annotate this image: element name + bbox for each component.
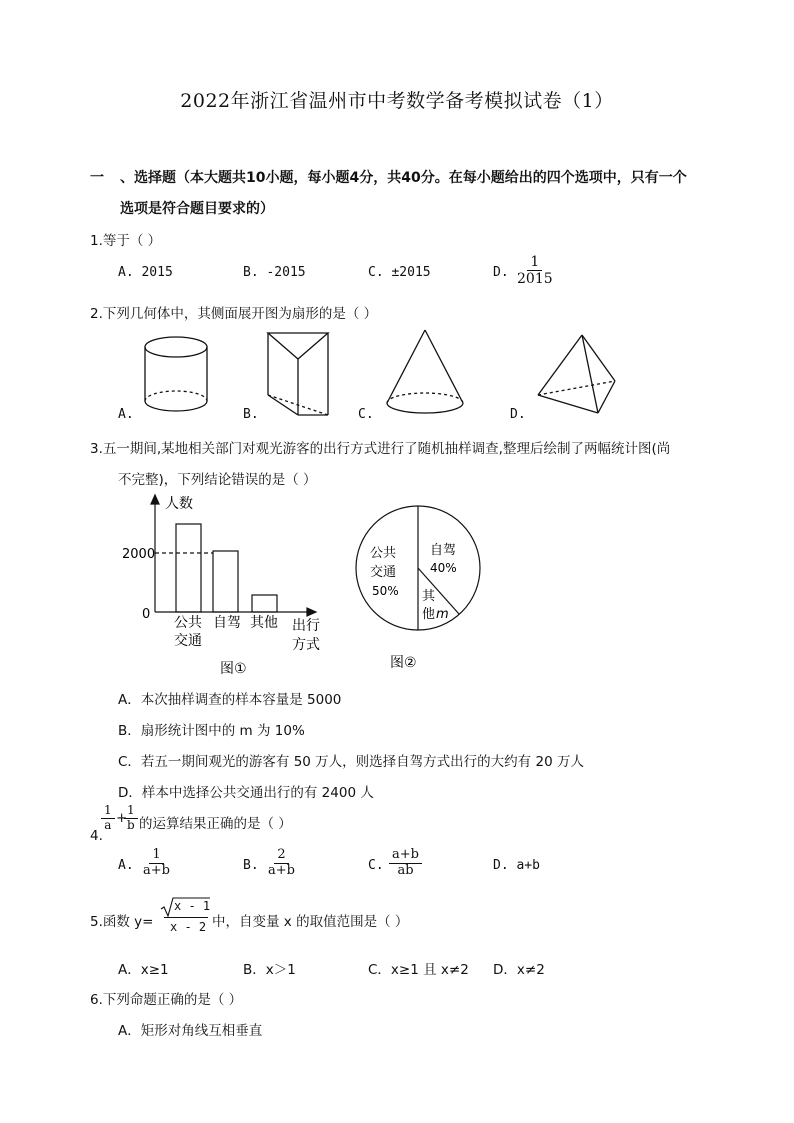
q6-option-a: A．矩形对角线互相垂直 [118, 1023, 263, 1039]
q4-c-denominator: ab [397, 862, 414, 878]
q4-option-a-label: A. [118, 858, 134, 873]
q4-stem-tail: 的运算结果正确的是（ ） [139, 816, 292, 832]
q4-plus: + [116, 810, 128, 826]
q2-option-c-label: C. [358, 407, 374, 422]
pie-slice-other-line1: 其 [422, 589, 436, 604]
q4-c-numerator: a+b [389, 848, 422, 864]
section-heading-line1: 、选择题（本大题共10小题，每小题4分，共40分。在每小题给出的四个选项中，只有一个 [120, 170, 687, 186]
q4-number: 4. [90, 828, 103, 844]
q3-stem-line2: 不完整)，下列结论错误的是（ ） [118, 472, 317, 488]
q4-b-denominator: a+b [268, 862, 295, 878]
y-axis-arrow [151, 495, 159, 504]
section-heading-line2: 选项是符合题目要求的） [120, 201, 274, 217]
q4-option-d: D. a+b [493, 858, 540, 873]
q4-option-a-fraction [140, 848, 173, 879]
pie-slice-self-drive-line2: 40% [430, 561, 457, 575]
q1-d-numerator: 1 [527, 254, 542, 271]
bar-cat1-line1: 公共 [174, 615, 202, 631]
bar-ytick-0: 0 [142, 607, 151, 622]
section-number: 一 [90, 170, 104, 186]
q1-stem: 1.等于（ ） [90, 233, 162, 249]
q2-option-d-label: D. [510, 407, 526, 422]
q5-fraction [160, 896, 210, 940]
q5-option-c: C．x≥1 且 x≠2 [368, 962, 469, 978]
bar-caption: 图① [220, 661, 247, 677]
q3-stem-line1: 3.五一期间,某地相关部门对观光游客的出行方式进行了随机抽样调查,整理后绘制了两幅统计图(尚 [90, 441, 671, 457]
bar-ylabel: 人数 [165, 496, 193, 512]
pie-chart-figure [350, 500, 490, 675]
cylinder-shape [145, 337, 207, 411]
bar-xlabel-line2: 方式 [292, 637, 320, 653]
bar-cat1-line2: 交通 [174, 633, 202, 649]
pie-slice-public-line3: 50% [372, 584, 399, 598]
bar-chart-figure [110, 490, 340, 680]
x-axis-arrow [307, 608, 316, 616]
q5-prefix: 5.函数 y= [90, 914, 154, 930]
bar-public-transport [176, 524, 201, 612]
q4-option-b-fraction [265, 848, 298, 879]
q4-f2-denominator: b [127, 817, 135, 832]
q1-d-denominator: 2015 [517, 271, 553, 288]
q5-option-b: B．x＞1 [243, 962, 296, 978]
q3-option-b: B．扇形统计图中的 m 为 10% [118, 723, 305, 739]
q4-option-c-fraction [389, 848, 422, 879]
q1-option-a: A. 2015 [118, 265, 173, 280]
q5-option-d: D．x≠2 [493, 962, 545, 978]
pie-slice-public-line2: 交通 [370, 565, 397, 580]
q3-option-c: C．若五一期间观光的游客有 50 万人，则选择自驾方式出行的大约有 20 万人 [118, 754, 584, 770]
q4-a-numerator: 1 [149, 848, 163, 864]
bar-cat3: 其他 [250, 615, 278, 631]
triangular-prism-shape [268, 333, 328, 415]
pie-slice-other-line2: 他 [422, 607, 436, 622]
q4-f1-denominator: a [104, 817, 112, 832]
q5-stem-tail: 中，自变量 x 的取值范围是（ ） [212, 914, 409, 930]
pie-slice-self-drive-line1: 自驾 [430, 543, 457, 558]
q4-fraction-1 [101, 804, 115, 833]
cone-shape [387, 330, 463, 413]
q1-option-b: B. -2015 [243, 265, 306, 280]
q4-f1-numerator: 1 [101, 804, 115, 819]
q5-option-a: A．x≥1 [118, 962, 169, 978]
q4-a-denominator: a+b [143, 862, 170, 878]
bar-self-drive [213, 551, 238, 612]
q3-option-d: D．样本中选择公共交通出行的有 2400 人 [118, 785, 374, 801]
tetrahedron-shape [538, 335, 615, 413]
bar-cat2: 自驾 [213, 615, 241, 631]
bar-ytick-2000: 2000 [122, 547, 156, 562]
q4-option-c-label: C. [368, 858, 384, 873]
pie-slice-public-line1: 公共 [370, 546, 397, 561]
pie-slice-other-m: m [436, 607, 449, 622]
page-title: 2022年浙江省温州市中考数学备考模拟试卷（1） [180, 90, 614, 112]
q5-numerator: x - 1 [174, 899, 211, 913]
q3-option-a: A．本次抽样调查的样本容量是 5000 [118, 692, 342, 708]
q4-option-b-label: B. [243, 858, 259, 873]
q5-fraction-bar [164, 917, 208, 918]
q1-option-d-label: D. [493, 265, 509, 280]
q4-f2-numerator: 1 [124, 804, 138, 819]
q2-stem: 2.下列几何体中，其侧面展开图为扇形的是（ ） [90, 306, 378, 322]
pie-caption: 图② [390, 655, 417, 671]
bar-other [252, 595, 277, 612]
bar-xlabel-line1: 出行 [292, 618, 320, 634]
q5-denominator: x - 2 [170, 920, 207, 934]
q1-option-d-fraction [514, 254, 556, 287]
q4-b-numerator: 2 [274, 848, 288, 864]
q2-option-b-label: B. [243, 407, 259, 422]
q2-option-a-label: A. [118, 407, 134, 422]
q4-fraction-2 [124, 804, 138, 833]
q6-stem: 6.下列命题正确的是（ ） [90, 992, 243, 1008]
q1-option-c: C. ±2015 [368, 265, 431, 280]
